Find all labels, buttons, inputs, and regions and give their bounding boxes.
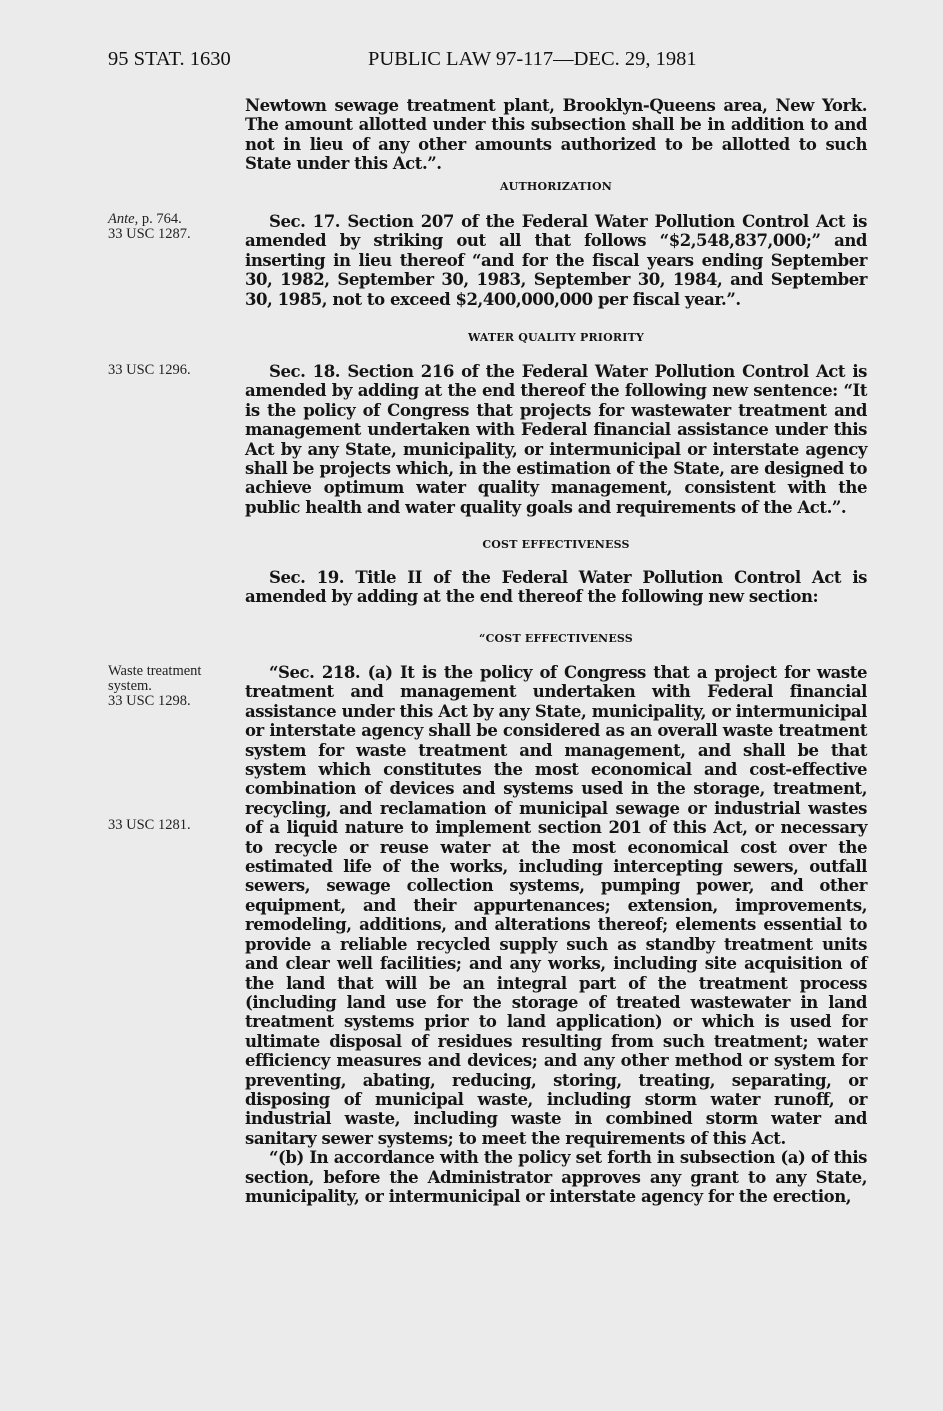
heading-authorization: AUTHORIZATION: [499, 180, 613, 193]
public-law-title: PUBLIC LAW 97-117—DEC. 29, 1981: [368, 48, 697, 70]
continuation-paragraph: [245, 96, 867, 174]
margin-usc-1296: 33 USC 1296.: [108, 362, 191, 378]
sec17-text: Sec. 17. Section 207 of the Federal Water Pollution Control Act is amended by striking out all that follows “$2,548,837,000;” and inserting in lieu thereof “and for the fiscal years ending September 30, 1982, September 30, 1983, September 30, 1984, and September 30, 1985, not to exceed $2,400,000,000 per fiscal year.”.: [245, 212, 867, 309]
margin-usc-1287: 33 USC 1287.: [108, 226, 191, 242]
heading-cost-effectiveness-quoted: “COST EFFECTIVENESS: [479, 632, 633, 645]
para-continuation-text: Newtown sewage treatment plant, Brooklyn-Queens area, New York. The amount allotted under this subsection shall be in addition to and not in lieu of any other amounts authorized to be allotted to such State under this Act.”.: [245, 96, 867, 174]
sec218a-text: “Sec. 218. (a) It is the policy of Congress that a project for waste treatment and management undertaken with Federal financial assistance under this Act by any State, municipality, or intermunicipal or interstate agency shall be considered as an overall waste treatment system for waste treatment and management, and shall be that system which constitutes the most economical and cost-effective combination of devices and systems used in the storage, treatment, recycling, and reclamation of municipal sewage or industrial wastes of a liquid nature to implement section 201 of this Act, or necessary to recycle or reuse water at the most economical cost over the estimated life of the works, including intercepting sewers, outfall sewers, sewage collection systems, pumping power, and other equipment, and their appurtenances; extension, improvements, remodeling, additions, and alterations thereof; elements essential to provide a reliable recycled supply such as standby treatment units and clear well facilities; and any works, including site acquisition of the land that will be an integral part of the treatment process (including land use for the storage of treated wastewater in land treatment systems prior to land application) or which is used for ultimate disposal of residues resulting from such treatment; water efficiency measures and devices; and any other method or system for preventing, abating, reducing, storing, treating, separating, or disposing of municipal waste, including storm water runoff, or industrial waste, including waste in combined storm water and sanitary sewer systems; to meet the requirements of this Act.: [245, 663, 867, 1148]
running-head: [108, 48, 868, 78]
margin-note-usc-1296: [108, 363, 236, 378]
margin-usc-1298: 33 USC 1298.: [108, 693, 191, 709]
margin-waste-line1: Waste treatment: [108, 663, 202, 679]
section-19: [245, 568, 867, 607]
stat-page-number: 95 STAT. 1630: [108, 48, 231, 70]
section-17: [245, 212, 867, 309]
section-218: [245, 663, 867, 1206]
margin-note-ante: [108, 212, 236, 242]
margin-note-usc-1281: [108, 818, 236, 833]
heading-cost-effectiveness: COST EFFECTIVENESS: [482, 538, 630, 551]
sec218b-text: “(b) In accordance with the policy set forth in subsection (a) of this section, before the Administrator approves any grant to any State, municipality, or intermunicipal or interstate agency for the erection,: [245, 1148, 867, 1206]
sec19-text: Sec. 19. Title II of the Federal Water Pollution Control Act is amended by adding at the end thereof the following new section:: [245, 568, 867, 607]
section-18: [245, 362, 867, 517]
margin-ante-label: Ante,: [108, 211, 139, 227]
margin-waste-line2: system.: [108, 678, 152, 694]
heading-water-quality-priority: WATER QUALITY PRIORITY: [467, 331, 645, 344]
sec18-text: Sec. 18. Section 216 of the Federal Water Pollution Control Act is amended by adding at the end thereof the following new sentence: “It is the policy of Congress that projects for wastewater treatment and management undertaken with Federal financial assistance under this Act by any State, municipality, or intermunicipal or interstate agency shall be projects which, in the estimation of the State, are designed to achieve optimum water quality management, consistent with the public health and water quality goals and requirements of the Act.”.: [245, 362, 867, 517]
margin-ante-page: p. 764.: [141, 211, 182, 227]
margin-usc-1281: 33 USC 1281.: [108, 817, 191, 833]
margin-note-waste-treatment: [108, 664, 236, 709]
